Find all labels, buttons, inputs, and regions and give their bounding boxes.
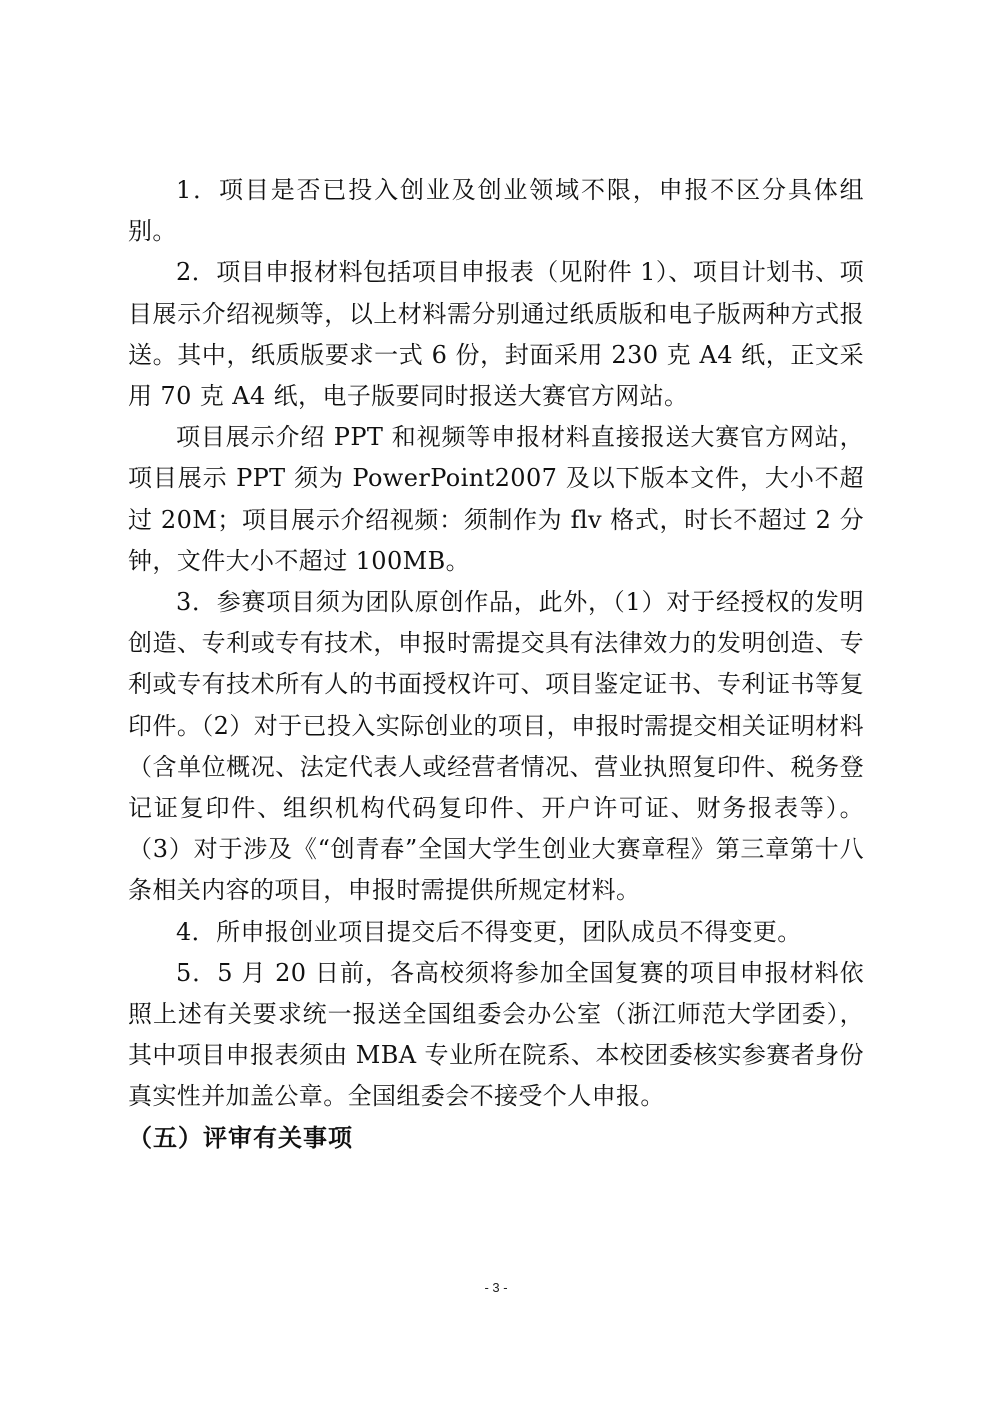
document-body: [128, 170, 864, 1159]
paragraph-item-4: 4．所申报创业项目提交后不得变更，团队成员不得变更。: [176, 917, 802, 946]
paragraph-item-2-continued: 项目展示介绍 PPT 和视频等申报材料直接报送大赛官方网站，项目展示 PPT 须为 PowerPoint2007 及以下版本文件，大小不超过 20M；项目展示介绍视频：须制作为 flv 格式，时长不超过 2 分钟，文件大小不超过 100MB。: [128, 423, 864, 575]
page-number: - 3 -: [484, 1280, 508, 1295]
paragraph-item-1: 1．项目是否已投入创业及创业领域不限，申报不区分具体组别。: [128, 176, 864, 246]
paragraph-item-2: 2．项目申报材料包括项目申报表（见附件 1）、项目计划书、项目展示介绍视频等，以上材料需分别通过纸质版和电子版两种方式报送。其中，纸质版要求一式 6 份，封面采用 230 克 A4 纸，正文采用 70 克 A4 纸，电子版要同时报送大赛官方网站。: [128, 258, 864, 411]
paragraph-item-3: 3．参赛项目须为团队原创作品，此外，（1）对于经授权的发明创造、专利或专有技术，申报时需提交具有法律效力的发明创造、专利或专有技术所有人的书面授权许可、项目鉴定证书、专利证书等复印件。（2）对于已投入实际创业的项目，申报时需提交相关证明材料（含单位概况、法定代表人或经营者情况、营业执照复印件、税务登记证复印件、组织机构代码复印件、开户许可证、财务报表等）。（3）对于涉及《“创青春”全国大学生创业大赛章程》第三章第十八条相关内容的项目，申报时需提供所规定材料。: [128, 588, 864, 905]
paragraph-item-5: 5．5 月 20 日前，各高校须将参加全国复赛的项目申报材料依照上述有关要求统一报送全国组委会办公室（浙江师范大学团委），其中项目申报表须由 MBA 专业所在院系、本校团委核实参赛者身份真实性并加盖公章。全国组委会不接受个人申报。: [128, 958, 864, 1111]
section-heading: （五）评审有关事项: [128, 1123, 353, 1152]
